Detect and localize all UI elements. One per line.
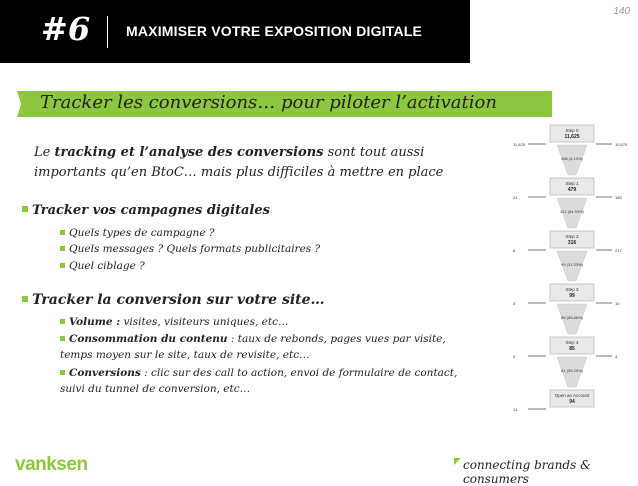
funnel-step bbox=[513, 390, 594, 412]
bullet-square-icon bbox=[60, 319, 65, 324]
bullet-square-icon bbox=[60, 246, 65, 251]
funnel-exits: 4 bbox=[615, 354, 618, 359]
funnel-step-value: 85 bbox=[569, 346, 575, 352]
funnel-exits: 217 bbox=[615, 248, 622, 253]
funnel-step bbox=[513, 284, 620, 334]
funnel-entrances: 6 bbox=[513, 248, 516, 253]
intro-pre: Le bbox=[34, 145, 55, 160]
funnel-entrances: 0 bbox=[513, 354, 516, 359]
funnel-exits: 10 bbox=[615, 301, 620, 306]
sub-bullet-bold: Consommation du contenu bbox=[69, 333, 228, 345]
funnel-step-value: 479 bbox=[567, 187, 577, 193]
sub-bullet-text: : clic sur des call to action, envoi de formulaire de contact, suivi du tunnel de conversion, etc… bbox=[60, 367, 458, 395]
funnel-step-label: Open an Account bbox=[554, 393, 590, 398]
funnel-step-pct: 99 (31.33%) bbox=[561, 262, 583, 267]
sub-bullet bbox=[60, 365, 480, 397]
funnel-step bbox=[513, 337, 618, 387]
funnel-step bbox=[513, 125, 628, 175]
funnel-entrances: 13 bbox=[513, 407, 518, 412]
vanksen-logo: vanksen bbox=[15, 454, 88, 475]
sub-bullet bbox=[60, 241, 480, 257]
bullet-square-icon bbox=[60, 336, 65, 341]
funnel-step bbox=[513, 178, 622, 228]
bullet-label: Tracker la conversion sur votre site… bbox=[32, 292, 325, 308]
funnel-step-pct: 311 (64.93%) bbox=[560, 209, 584, 214]
bullet-square-icon bbox=[60, 263, 65, 268]
funnel-step-value: 94 bbox=[569, 399, 575, 405]
bullet-square-icon bbox=[60, 370, 65, 375]
section-number: #6 bbox=[41, 10, 91, 48]
bullet-site-conversion bbox=[22, 292, 325, 308]
sub-bullet-text: Quels types de campagne ? bbox=[69, 227, 215, 239]
funnel-step-value: 316 bbox=[567, 240, 577, 246]
section-title: Tracker les conversions… pour piloter l’activation bbox=[40, 92, 497, 113]
funnel-step-label: Step 1 bbox=[565, 181, 579, 186]
funnel-step-pct: 85 (85.86%) bbox=[561, 315, 583, 320]
triangle-icon bbox=[454, 458, 461, 465]
intro-post: sont tout aussi importants qu’en BtoC… mais plus difficiles à mettre en place bbox=[34, 145, 444, 180]
funnel-entrances: 24 bbox=[513, 195, 518, 200]
tagline-text: connecting brands & consumers bbox=[463, 458, 591, 486]
funnel-entrances: 3 bbox=[513, 301, 516, 306]
funnel-step-label: Step 2 bbox=[565, 234, 579, 239]
header-divider bbox=[107, 16, 108, 48]
page-number: 140 bbox=[613, 6, 630, 17]
footer-tagline bbox=[463, 458, 638, 486]
funnel-entrances: 11,625 bbox=[513, 142, 525, 147]
funnel-step-pct: 456 (4.10%) bbox=[561, 156, 583, 161]
intro-bold: tracking et l’analyse des conversions bbox=[54, 145, 324, 160]
funnel-step-label: Step 4 bbox=[565, 340, 579, 345]
bullet-square-icon bbox=[22, 296, 28, 302]
sub-bullet-text: visites, visiteurs uniques, etc… bbox=[120, 316, 289, 328]
header-title: MAXIMISER VOTRE EXPOSITION DIGITALE bbox=[126, 23, 423, 39]
sub-bullet-text: Quels messages ? Quels formats publicitaires ? bbox=[69, 243, 321, 255]
bullet-label: Tracker vos campagnes digitales bbox=[32, 203, 270, 218]
funnel-step-label: Step 0 bbox=[565, 128, 579, 133]
funnel-exits: 10,570 bbox=[615, 142, 628, 147]
sub-bullet-bold: Volume : bbox=[69, 316, 121, 328]
bullet-square-icon bbox=[22, 206, 28, 212]
funnel-step-value: 99 bbox=[569, 293, 575, 299]
intro-paragraph bbox=[34, 143, 474, 183]
bullet-campaigns bbox=[22, 203, 270, 218]
sub-bullet bbox=[60, 258, 480, 274]
conversion-funnel bbox=[510, 120, 635, 445]
sub-bullet bbox=[60, 225, 480, 241]
sub-bullet-text: Quel ciblage ? bbox=[69, 260, 145, 272]
funnel-step-value: 11,625 bbox=[564, 134, 580, 140]
funnel-step bbox=[513, 231, 622, 281]
funnel-step-label: Step 3 bbox=[565, 287, 579, 292]
bullet-square-icon bbox=[60, 230, 65, 235]
slide-header bbox=[0, 0, 470, 63]
sub-bullet-bold: Conversions bbox=[69, 367, 141, 379]
funnel-step-pct: 81 (95.29%) bbox=[561, 368, 583, 373]
sub-bullet bbox=[60, 314, 480, 330]
sub-bullet-text: : taux de rebonds, pages vues par visite, temps moyen sur le site, taux de revisite, etc… bbox=[60, 333, 446, 361]
funnel-exits: 180 bbox=[615, 195, 622, 200]
sub-bullet bbox=[60, 331, 480, 363]
